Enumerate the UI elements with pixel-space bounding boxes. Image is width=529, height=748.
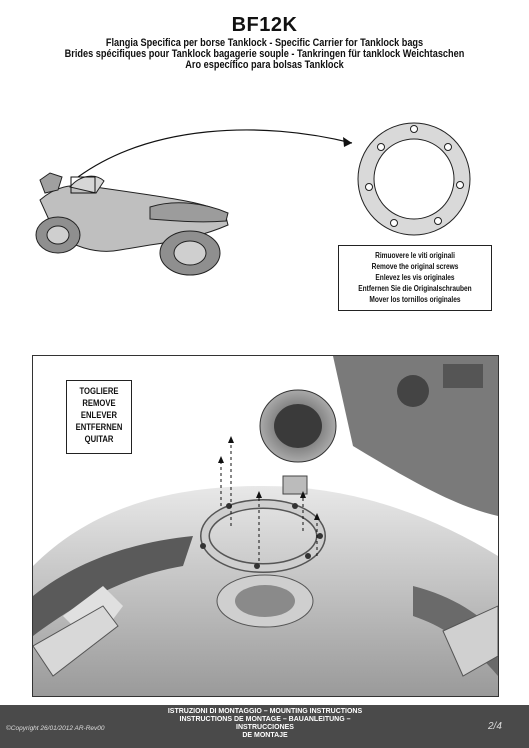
instruction-en: Remove the original screws [371, 262, 459, 271]
document-title: BF12K [231, 14, 298, 36]
remove-de: ENTFERNEN [75, 422, 123, 432]
footer-bar [0, 705, 529, 748]
copyright: ©Copyright 26/01/2012 AR-Rev00 [6, 725, 105, 732]
instruction-es: Mover los tornillos originales [369, 295, 461, 304]
remove-label [66, 380, 132, 454]
footer-line-2: INSTRUCTIONS DE MONTAGE – BAUANLEITUNG – INSTRUCCIONES [179, 716, 351, 731]
instruction-de: Entfernen Sie die Originalschrauben [358, 284, 472, 293]
remove-fr: ENLEVER [80, 410, 118, 420]
remove-screws-instructions [338, 245, 492, 311]
remove-en: REMOVE [82, 398, 116, 408]
flange-ring-illustration [358, 123, 470, 235]
instruction-it: Rimuovere le viti originali [375, 251, 455, 260]
remove-it: TOGLIERE [79, 386, 119, 396]
instruction-fr: Enlevez les vis originales [375, 273, 455, 282]
subtitle-line-2: Brides spécifiques pour Tanklock bagagerie souple - Tankringen für tanklock Weichtaschen [64, 48, 465, 60]
subtitle-line-1: Flangia Specifica per borse Tanklock - Specific Carrier for Tanklock bags [105, 37, 424, 49]
remove-es: QUITAR [84, 434, 114, 444]
footer-line-1: ISTRUZIONI DI MONTAGGIO – MOUNTING INSTRUCTIONS [167, 708, 363, 715]
page-number: 2/4 [488, 721, 502, 732]
footer-titles [150, 708, 380, 740]
subtitle-line-3: Aro específico para bolsas Tanklock [185, 59, 344, 71]
footer-line-3: DE MONTAJE [242, 732, 288, 739]
